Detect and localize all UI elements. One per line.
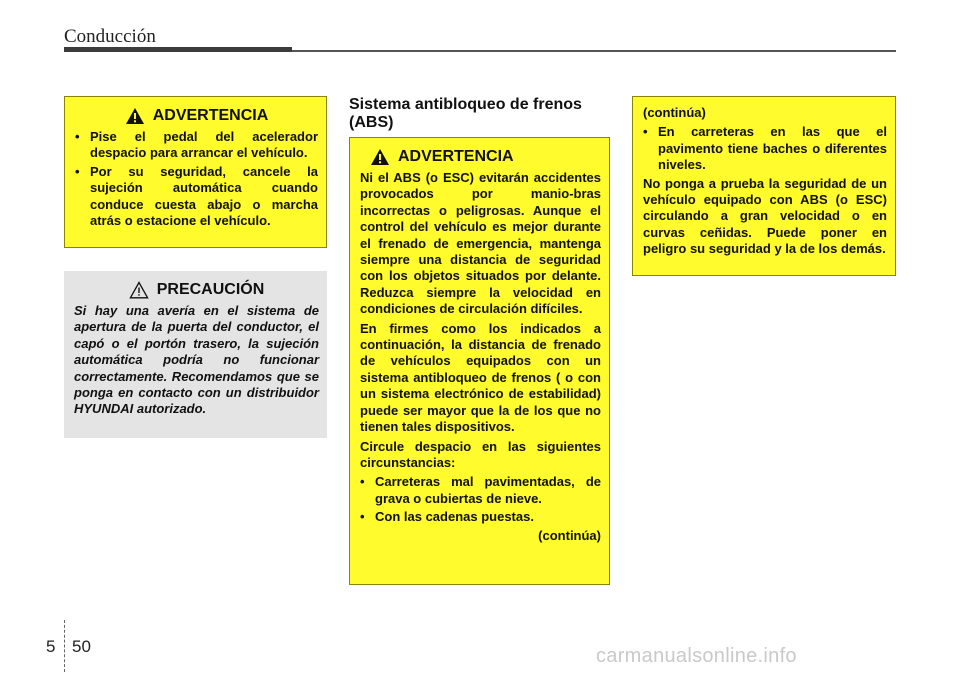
caution-heading xyxy=(74,281,319,299)
warning-heading xyxy=(75,107,318,125)
footer-divider xyxy=(64,620,65,672)
warning-heading xyxy=(370,148,601,166)
warning-list xyxy=(75,129,318,229)
warning-box-middle xyxy=(349,137,610,585)
continued-note: (continúa) xyxy=(643,105,706,120)
list-item: • En carreteras en las que el pavimento tiene baches o diferentes niveles. xyxy=(643,124,887,173)
header-accent-bar xyxy=(64,47,292,52)
warning-paragraph: No ponga a prueba la seguridad de un vehículo equipado con ABS (o ESC) circulando a gran velocidad o en curvas ceñidas. Puede poner en peligro su seguridad y la de los demás. xyxy=(643,175,887,257)
warning-paragraph: Circule despacio en las siguientes circunstancias: xyxy=(360,438,601,470)
section-title: Sistema antibloqueo de frenos (ABS) xyxy=(349,96,582,131)
page-number: 50 xyxy=(72,637,91,656)
warning-paragraph: En firmes como los indicados a continuación, la distancia de frenado de vehículos equipados con un sistema antibloqueo de frenos ( o con un sistema electrónico de estabilidad) puede ser mayor que la de los que no tienen tales dispositivos. xyxy=(360,320,601,435)
continues-note: (continúa) xyxy=(538,527,601,543)
warning-triangle-icon xyxy=(370,148,390,166)
caution-text: Si hay una avería en el sistema de apertura de la puerta del conductor, el capó o el portón trasero, la sujeción automática podría no funcionar correctamente. Recomendamos que se ponga en contacto con un distribuidor HYUNDAI autorizado. xyxy=(74,303,319,417)
list-item: • Carreteras mal pavimentadas, de grava o cubiertas de nieve. xyxy=(360,474,601,507)
watermark: carmanualsonline.info xyxy=(596,645,797,667)
warning-title: ADVERTENCIA xyxy=(398,147,514,165)
caution-title: PRECAUCIÓN xyxy=(156,280,265,298)
list-item: • Pise el pedal del acelerador despacio para arrancar el vehículo. xyxy=(75,129,318,162)
warning-list xyxy=(360,474,601,525)
chapter-number: 5 xyxy=(46,637,56,656)
caution-box xyxy=(64,271,327,438)
list-item: • Con las cadenas puestas. xyxy=(360,509,601,525)
chapter-title: Conducción xyxy=(64,26,156,47)
warning-box-right xyxy=(632,96,896,276)
warning-triangle-icon xyxy=(125,107,145,125)
warning-paragraph: Ni el ABS (o ESC) evitarán accidentes provocados por manio-bras incorrectas o peligrosas. Aunque el control del vehículo es mejor durante el frenado de emergencia, mantenga siempre una distancia de seguridad con los objetos situados por delante. Reduzca siempre la velocidad en condiciones de circulación difíciles. xyxy=(360,170,601,317)
header-rule xyxy=(292,50,896,52)
warning-title: ADVERTENCIA xyxy=(152,106,269,124)
warning-box-left xyxy=(64,96,327,248)
caution-triangle-icon xyxy=(129,281,149,299)
warning-list xyxy=(643,124,887,173)
list-item: • Por su seguridad, cancele la sujeción automática cuando conduce cuesta abajo o marcha atrás o estacione el vehículo. xyxy=(75,164,318,230)
